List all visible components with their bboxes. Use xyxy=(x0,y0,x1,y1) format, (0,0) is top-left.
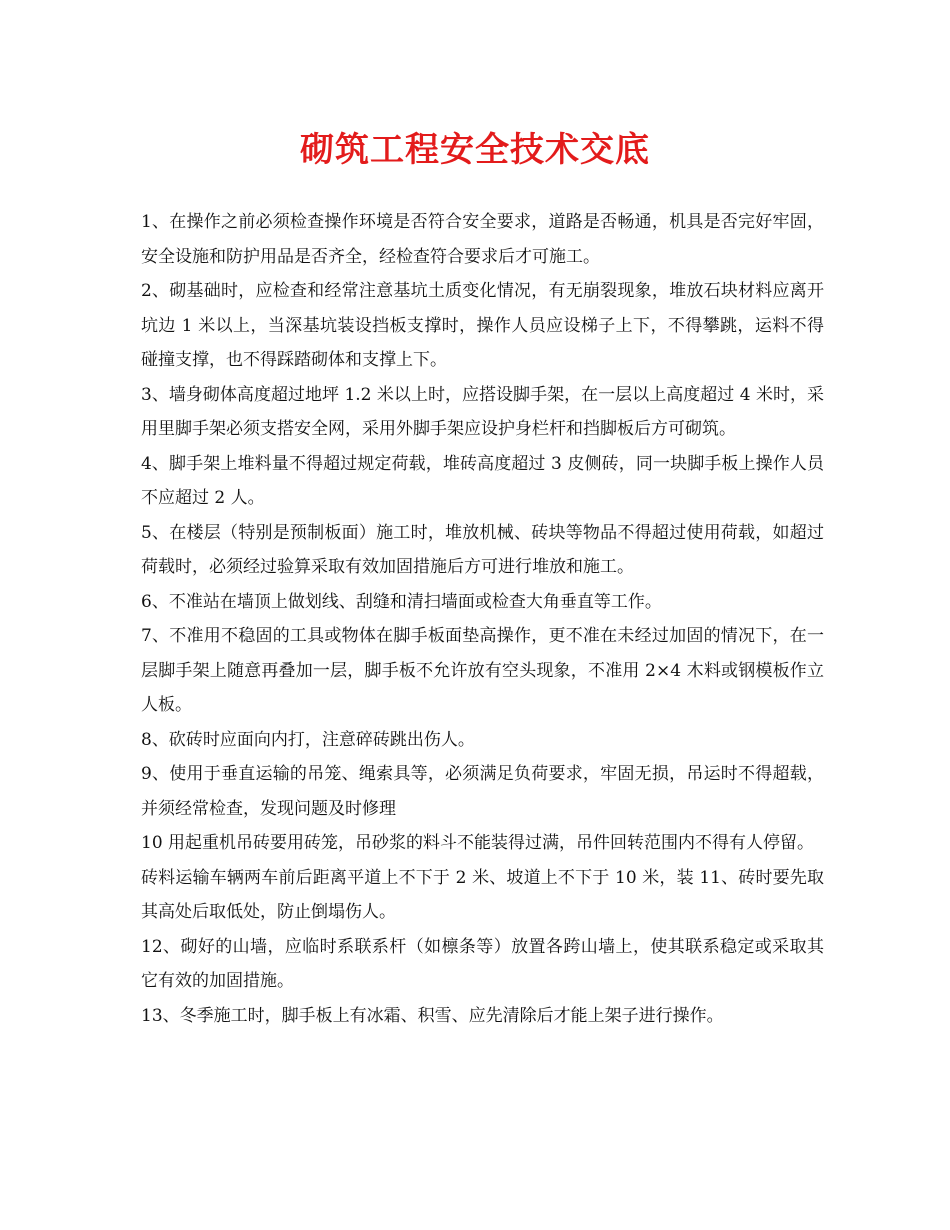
paragraph-3: 3、墙身砌体高度超过地坪 1.2 米以上时，应搭设脚手架，在一层以上高度超过 4 米时，采用里脚手架必须支搭安全网，采用外脚手架应设护身栏杆和挡脚板后方可砌筑。 xyxy=(141,384,824,439)
document-body xyxy=(141,205,824,1033)
paragraph-4: 4、脚手架上堆料量不得超过规定荷载，堆砖高度超过 3 皮侧砖，同一块脚手板上操作人员不应超过 2 人。 xyxy=(141,453,824,508)
paragraph-8: 8、砍砖时应面向内打，注意碎砖跳出伤人。 xyxy=(141,729,475,750)
paragraph-9: 9、使用于垂直运输的吊笼、绳索具等，必须满足负荷要求，牢固无损，吊运时不得超载，并须经常检查，发现问题及时修理 xyxy=(141,764,824,819)
document-title: 砌筑工程安全技术交底 xyxy=(300,130,650,170)
paragraph-1: 1、在操作之前必须检查操作环境是否符合安全要求，道路是否畅通，机具是否完好牢固，安全设施和防护用品是否齐全，经检查符合要求后才可施工。 xyxy=(141,212,824,267)
paragraph-2: 2、砌基础时，应检查和经常注意基坑土质变化情况，有无崩裂现象，堆放石块材料应离开坑边 1 米以上，当深基坑装设挡板支撑时，操作人员应设梯子上下，不得攀跳，运料不得碰撞支撑，也不得踩踏砌体和支撑上下。 xyxy=(141,281,824,370)
paragraph-12: 12、砌好的山墙，应临时系联系杆（如檩条等）放置各跨山墙上，使其联系稳定或采取其它有效的加固措施。 xyxy=(141,936,824,991)
paragraph-5: 5、在楼层（特别是预制板面）施工时，堆放机械、砖块等物品不得超过使用荷载，如超过荷载时，必须经过验算采取有效加固措施后方可进行堆放和施工。 xyxy=(141,522,824,577)
paragraph-7: 7、不准用不稳固的工具或物体在脚手板面垫高操作，更不准在未经过加固的情况下，在一层脚手架上随意再叠加一层，脚手板不允许放有空头现象，不准用 2×4 木料或钢模板作立人板。 xyxy=(141,626,824,715)
paragraph-11: 砖料运输车辆两车前后距离平道上不下于 2 米、坡道上不下于 10 米，装 11、砖时要先取其高处后取低处，防止倒塌伤人。 xyxy=(141,867,824,922)
paragraph-10: 10 用起重机吊砖要用砖笼，吊砂浆的料斗不能装得过满，吊件回转范围内不得有人停留。 xyxy=(141,833,815,853)
paragraph-6: 6、不准站在墙顶上做划线、刮缝和清扫墙面或检查大角垂直等工作。 xyxy=(141,591,662,612)
paragraph-13: 13、冬季施工时，脚手板上有冰霜、积雪、应先清除后才能上架子进行操作。 xyxy=(141,1005,724,1026)
